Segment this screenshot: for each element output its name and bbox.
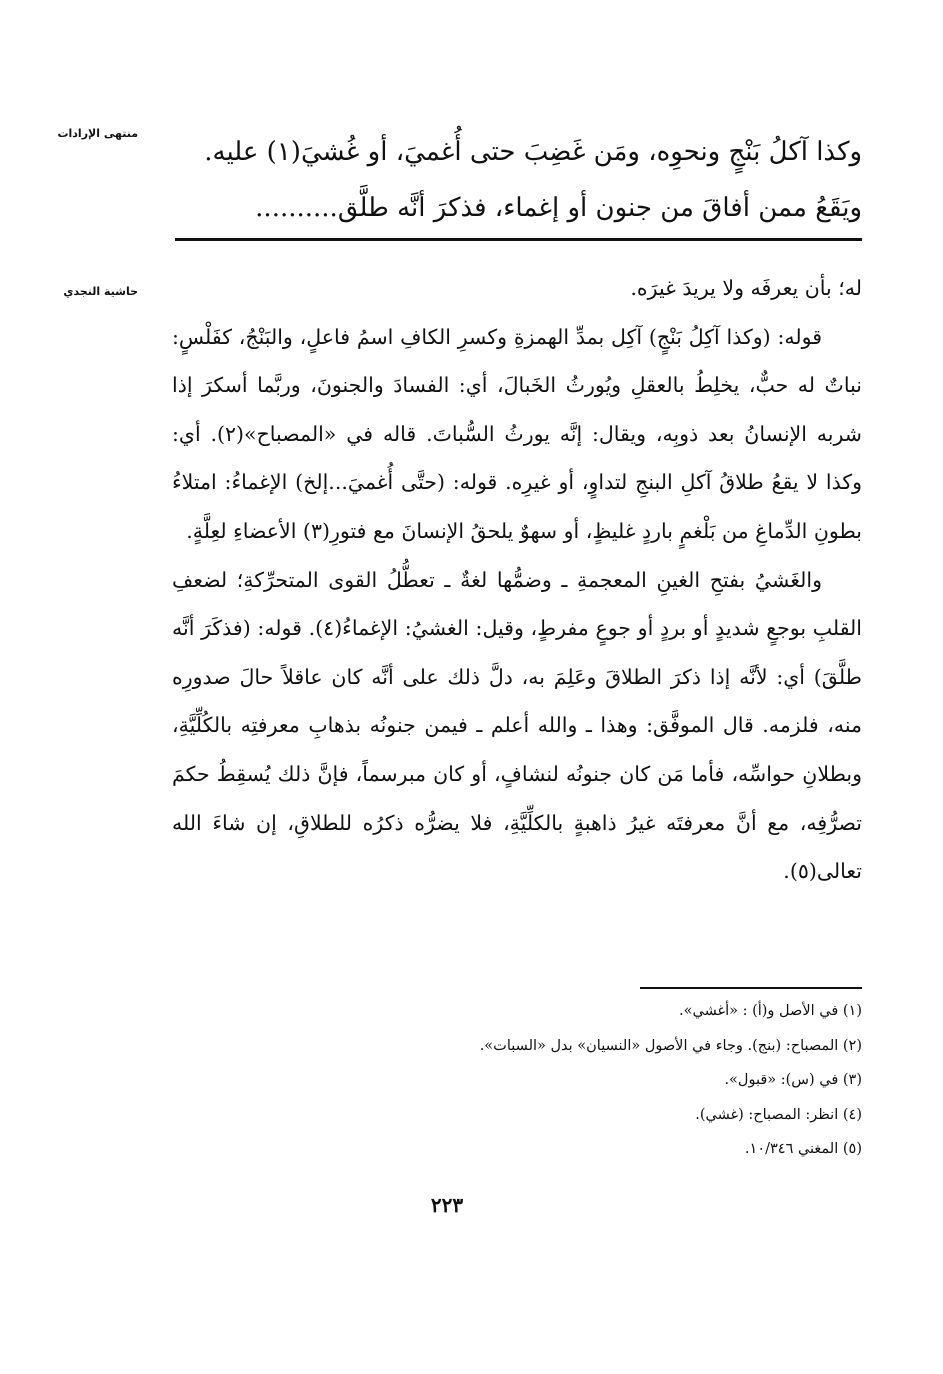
footnote: (٥) المغني ١٠/٣٤٦. [744,1141,862,1157]
matn-line: وكذا آكلُ بَنْجٍ ونحوِه، ومَن غَضِبَ حتى أُغميَ، أو غُشيَ(١) عليه. [204,137,862,167]
hashiya-commentary [172,264,862,896]
matn-line: ويَقَعُ ممن أفاقَ من جنون أو إغماء، فذكرَ أنَّه طلَّق.......... [255,193,862,223]
page-number: ٢٢٣ [430,1193,464,1217]
commentary-paragraph: قوله: (وكذا آكِلُ بَنْجٍ) آكِل بمدِّ الهمزةِ وكسرِ الكافِ اسمُ فاعلٍ، والبَنْجُ، كفَلْسٍ: نباتٌ له حبٌّ، يخلِطُ بالعقلِ ويُورثُ الخَبالَ، أي: الفسادَ والجنونَ، وربَّما أسكرَ إذا شربه الإنسانُ بعد ذوبِه، ويقال: إنَّه يورثُ السُّباتَ. قاله في «المصباح»(٢). أي: وكذا لا يقعُ طلاقُ آكلِ البنجِ لتداوٍ، أو غيرِه. قوله: (حتَّى أُغميَ...إلخ) الإغماءُ: امتلاءُ بطونِ الدِّماغِ من بَلْغمٍ باردٍ غليظٍ، أو سهوٌ يلحقُ الإنسانَ مع فتورِ(٣) الأعضاءِ لعِلَّةٍ. [172,324,862,543]
matn-separator [175,238,862,241]
commentary-paragraph: له؛ بأن يعرفَه ولا يريدَ غيرَه. [630,276,862,300]
footnotes [172,994,862,1167]
footnote: (٢) المصباح: (بنج). وجاء في الأصول «النسيان» بدل «السبات». [479,1037,862,1054]
footnote-separator [640,987,862,989]
sidebar-label-top: منتهى الإرادات [57,127,138,140]
footnote: (١) في الأصل و(أ) : «أغشي». [679,1003,862,1019]
sidebar-label-bottom: حاشية النجدي [63,285,138,298]
commentary-paragraph: والغَشيُ بفتحِ الغينِ المعجمةِ ـ وضمُّها لغةٌ ـ تعطُّلُ القوى المتحرِّكةِ؛ لضعفِ القلبِ بوجعٍ شديدٍ أو بردٍ أو جوعٍ مفرطٍ، وقيل: الغشيُ: الإغماءُ(٤). قوله: (فذكَرَ أنَّه طلَّقَ) أي: لأنَّه إذا ذكرَ الطلاقَ وعَلِمَ به، دلَّ ذلك على أنَّه كان عاقلاً حالَ صدورِه منه، فلزمه. قال الموفَّق: وهذا ـ والله أعلم ـ فيمن جنونُه بذهابِ معرفتِه بالكُلِّيَّةِ، وبطلانِ حواسِّه، فأما مَن كان جنونُه لنشافٍ، أو كان مبرسماً، فإنَّ ذلك يُسقِطُ حكمَ تصرُّفِه، مع أنَّ معرفتَه غيرُ ذاهبةٍ بالكلِّيَّةِ، فلا يضرُّه ذكرُه للطلاقِ، إن شاءَ الله تعالى(٥). [172,567,863,884]
footnote: (٤) انظر: المصباح: (غشي). [695,1106,862,1123]
footnote: (٣) في (س): «قبول». [724,1072,862,1088]
matn-text [172,124,862,236]
